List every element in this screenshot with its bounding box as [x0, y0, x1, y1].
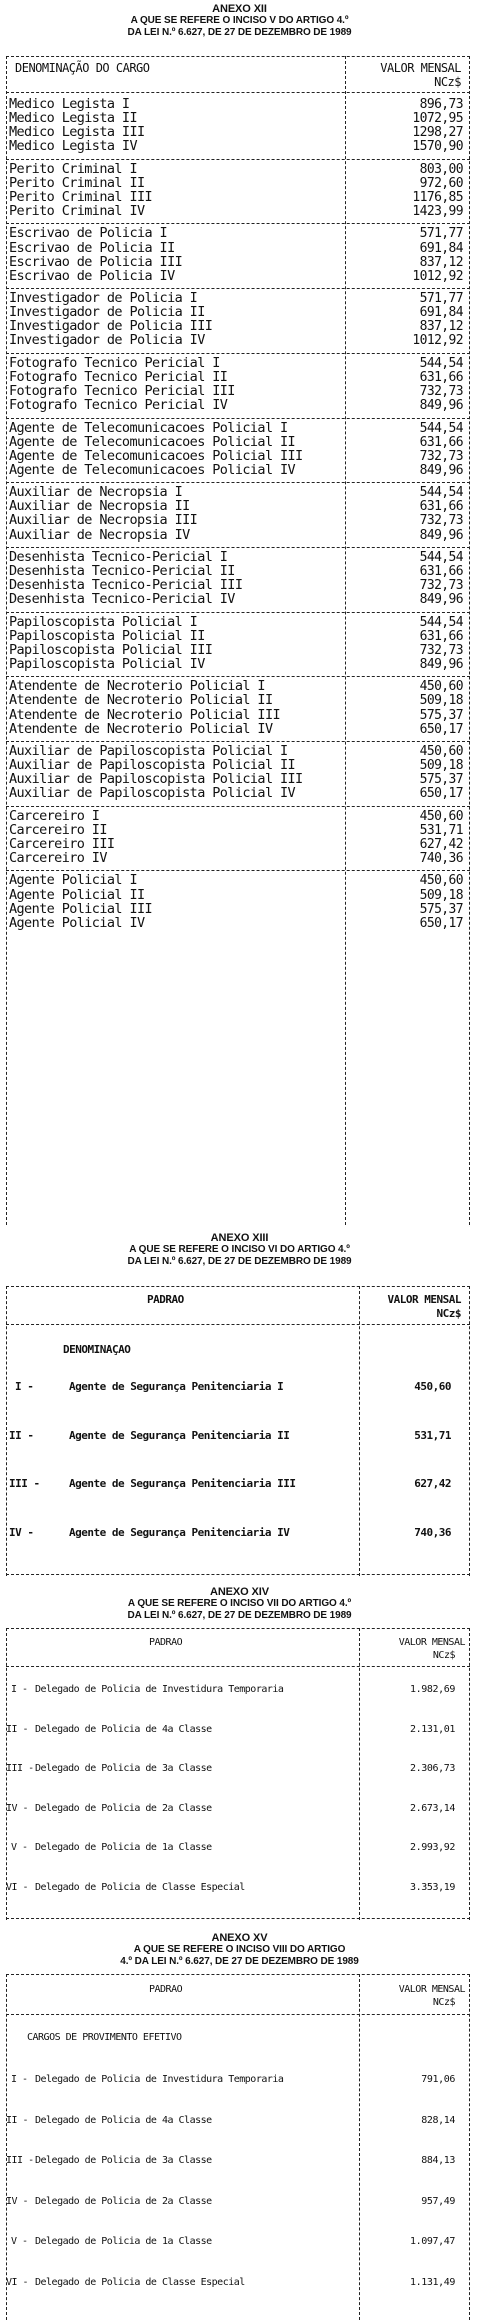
valor-mensal: 849,96 — [419, 398, 463, 414]
valor-mensal: 849,96 — [419, 592, 463, 608]
padrao-numeral: II - — [6, 2114, 29, 2126]
anexo-xiv-reference-line2: DA LEI N.º 6.627, DE 27 DE DEZEMBRO DE 1989 — [127, 1610, 352, 1621]
cargo-name: Fotografo Tecnico Pericial II — [9, 368, 228, 385]
anexo-xiii-heading — [0, 1232, 479, 1268]
cargo-name: Delegado de Policia de Investidura Temporaria — [35, 1684, 284, 1695]
padrao-numeral: IV - — [6, 2195, 29, 2207]
cargo-name: Agente Policial II — [9, 886, 145, 903]
padrao-numeral: II - — [6, 1723, 29, 1735]
valor-mensal: 575,37 — [419, 707, 463, 723]
cargo-name: Agente de Segurança Penitenciaria III — [69, 1477, 296, 1490]
valor-mensal: 837,12 — [419, 254, 463, 270]
cargo-name: Escrivao de Policia III — [9, 253, 183, 270]
cargo-name: Agente de Segurança Penitenciaria I — [69, 1380, 284, 1393]
valor-mensal: 450,60 — [414, 1380, 451, 1393]
valor-mensal: 450,60 — [419, 808, 463, 824]
valor-mensal: 627,42 — [419, 836, 463, 852]
cargo-name: Medico Legista IV — [9, 138, 137, 155]
table-bottom-rule — [6, 1918, 470, 1919]
cargo-name: Carcereiro II — [9, 821, 107, 838]
cargo-name: Carcereiro IV — [9, 850, 107, 866]
cargo-name: Delegado de Policia de 4a Classe — [35, 2114, 212, 2126]
table-row — [7, 140, 469, 154]
valor-mensal: 544,54 — [419, 355, 463, 371]
valor-mensal: 544,54 — [419, 549, 463, 565]
valor-mensal: 650,17 — [419, 786, 463, 802]
valor-mensal: 575,37 — [419, 772, 463, 788]
padrao-numeral: VI - — [6, 1881, 29, 1893]
valor-mensal: 571,77 — [419, 291, 463, 307]
cargo-name: Atendente de Necroterio Policial III — [9, 706, 280, 723]
valor-mensal: 1298,27 — [412, 125, 463, 141]
cargo-name: Agente de Telecomunicacoes Policial IV — [9, 461, 296, 478]
valor-mensal: 972,60 — [419, 175, 463, 191]
column-header-denominacao: DENOMINAÇÃO DO CARGO — [15, 61, 150, 75]
cargo-name: Delegado de Policia de Investidura Temporaria — [35, 2074, 284, 2085]
header-rule — [6, 1324, 470, 1325]
cargo-name: Desenhista Tecnico-Pericial II — [9, 563, 235, 579]
cargo-name: Agente Policial III — [9, 900, 153, 917]
group-separator — [6, 676, 470, 677]
group-separator — [6, 547, 470, 548]
cargo-name: Auxiliar de Papiloscopista Policial III — [9, 771, 303, 788]
valor-mensal: 1072,95 — [412, 111, 463, 127]
column-header-padrao: PADRAO — [149, 1984, 183, 1995]
cargo-name: Agente Policial I — [9, 872, 137, 889]
valor-mensal: 849,96 — [419, 527, 463, 543]
group-separator — [6, 159, 470, 160]
valor-mensal: 828,14 — [421, 2114, 455, 2126]
cargo-name: Fotografo Tecnico Pericial III — [9, 383, 235, 399]
cargo-name: Auxiliar de Necropsia III — [9, 512, 198, 529]
padrao-numeral: I - — [11, 1684, 28, 1695]
cargo-name: Desenhista Tecnico-Pericial I — [9, 548, 228, 565]
column-header-padrao: PADRAO — [147, 1293, 184, 1306]
column-header-valor-mensal: VALOR MENSAL — [387, 1293, 461, 1306]
anexo-xiv-table — [6, 1628, 470, 1920]
table-row — [7, 205, 469, 219]
valor-mensal: 1012,92 — [412, 268, 463, 284]
group-separator — [6, 353, 470, 354]
anexo-xii-title: ANEXO XII — [212, 3, 267, 15]
cargo-name: Papiloscopista Policial II — [9, 627, 205, 644]
subheader-cargos-provimento-efetivo: CARGOS DE PROVIMENTO EFETIVO — [27, 2032, 182, 2043]
cargo-name: Medico Legista III — [9, 124, 145, 141]
table-row — [7, 852, 469, 866]
valor-mensal: 732,73 — [419, 642, 463, 658]
valor-mensal: 631,66 — [419, 499, 463, 515]
header-rule — [6, 2014, 470, 2015]
valor-mensal: 884,13 — [421, 2155, 455, 2166]
cargo-name: Papiloscopista Policial III — [9, 641, 213, 658]
valor-mensal: 571,77 — [419, 226, 463, 242]
valor-mensal: 1176,85 — [412, 189, 463, 205]
cargo-name: Auxiliar de Papiloscopista Policial I — [9, 743, 288, 759]
cargo-name: Atendente de Necroterio Policial IV — [9, 720, 273, 737]
cargo-name: Auxiliar de Papiloscopista Policial II — [9, 757, 296, 774]
anexo-xiii-title: ANEXO XIII — [210, 1232, 269, 1244]
valor-mensal: 450,60 — [419, 873, 463, 889]
valor-mensal: 631,66 — [419, 564, 463, 579]
table-row — [7, 461, 469, 478]
table-row — [7, 787, 469, 801]
subheader-denominacao: DENOMINAÇAO — [63, 1343, 131, 1356]
padrao-numeral: V - — [11, 2236, 28, 2247]
valor-mensal: 1.097,47 — [410, 2236, 455, 2247]
table-row — [7, 593, 469, 607]
table-row — [7, 267, 469, 284]
cargo-name: Desenhista Tecnico-Pericial III — [9, 577, 243, 594]
padrao-numeral: III - — [6, 1763, 34, 1774]
cargo-name: Delegado de Policia de 4a Classe — [35, 1723, 212, 1735]
valor-mensal: 531,71 — [414, 1428, 451, 1442]
padrao-numeral: III - — [9, 1477, 40, 1490]
cargo-name: Agente de Telecomunicacoes Policial I — [9, 419, 288, 436]
cargo-name: Desenhista Tecnico-Pericial IV — [9, 591, 235, 608]
cargo-name: Medico Legista I — [9, 96, 130, 112]
anexo-xv-table — [6, 1974, 470, 2320]
cargo-name: Delegado de Policia de 2a Classe — [35, 2195, 212, 2207]
cargo-name: Agente de Segurança Penitenciaria IV — [69, 1525, 290, 1539]
cargo-name: Auxiliar de Necropsia II — [9, 498, 190, 515]
table-top-rule — [6, 1286, 470, 1287]
cargo-name: Escrivao de Policia II — [9, 239, 175, 256]
valor-mensal: 2.131,01 — [410, 1723, 455, 1735]
valor-mensal: 509,18 — [419, 693, 463, 709]
anexo-xii-reference-line1: A QUE SE REFERE O INCISO V DO ARTIGO 4.º — [130, 15, 349, 26]
cargo-name: Atendente de Necroterio Policial II — [9, 692, 273, 709]
cargo-name: Papiloscopista Policial IV — [9, 655, 205, 672]
column-separator — [359, 1974, 360, 2320]
cargo-name: Investigador de Policia II — [9, 304, 205, 321]
padrao-numeral: IV - — [9, 1525, 34, 1539]
group-separator — [6, 870, 470, 871]
cargo-name: Escrivao de Policia IV — [9, 267, 175, 284]
padrao-numeral: I - — [15, 1380, 34, 1393]
group-separator — [6, 223, 470, 224]
cargo-name: Investigador de Policia I — [9, 290, 198, 307]
valor-mensal: 509,18 — [419, 758, 463, 774]
valor-mensal: 2.306,73 — [410, 1763, 455, 1774]
column-header-currency: NCz$ — [432, 1997, 455, 2008]
valor-mensal: 1.982,69 — [410, 1684, 455, 1695]
valor-mensal: 544,54 — [419, 614, 463, 630]
cargo-name: Auxiliar de Papiloscopista Policial IV — [9, 785, 296, 802]
valor-mensal: 2.673,14 — [410, 1802, 455, 1814]
cargo-name: Auxiliar de Necropsia IV — [9, 526, 190, 543]
cargo-name: Perito Criminal I — [9, 160, 137, 177]
valor-mensal: 2.993,92 — [410, 1842, 455, 1853]
valor-mensal: 957,49 — [421, 2195, 455, 2207]
cargo-name: Delegado de Policia de 2a Classe — [35, 1802, 212, 1814]
valor-mensal: 691,84 — [419, 305, 463, 321]
valor-mensal: 740,36 — [419, 851, 463, 866]
valor-mensal: 544,54 — [419, 485, 463, 501]
table-bottom-rule — [6, 1574, 470, 1575]
cargo-name: Carcereiro III — [9, 835, 115, 852]
cargo-name: Agente Policial IV — [9, 914, 145, 931]
cargo-name: Atendente de Necroterio Policial I — [9, 678, 265, 695]
anexo-xv-title: ANEXO XV — [211, 1932, 268, 1944]
valor-mensal: 732,73 — [419, 578, 463, 594]
column-separator — [359, 1286, 360, 1576]
cargo-name: Delegado de Policia de Classe Especial — [35, 2276, 245, 2288]
group-separator — [6, 418, 470, 419]
cargo-name: Carcereiro I — [9, 807, 100, 824]
anexo-xii-table — [6, 56, 470, 1225]
cargo-name: Medico Legista II — [9, 110, 137, 127]
cargo-name: Delegado de Policia de Classe Especial — [35, 1881, 245, 1893]
padrao-numeral: I - — [11, 2074, 28, 2085]
anexo-xiv-title: ANEXO XIV — [209, 1586, 269, 1598]
cargo-name: Agente de Telecomunicacoes Policial III — [9, 447, 303, 464]
anexo-xii-heading — [0, 3, 479, 39]
column-header-currency: NCz$ — [434, 75, 461, 89]
column-header-currency: NCz$ — [436, 1307, 461, 1320]
anexo-xiii-reference-line2: DA LEI N.º 6.627, DE 27 DE DEZEMBRO DE 1989 — [127, 1256, 352, 1267]
column-header-padrao: PADRAO — [149, 1637, 183, 1648]
valor-mensal: 450,60 — [419, 679, 463, 695]
valor-mensal: 803,00 — [419, 161, 463, 177]
table-row — [7, 655, 469, 672]
group-separator — [6, 806, 470, 807]
column-separator — [359, 1628, 360, 1920]
anexo-xiii-table — [6, 1286, 470, 1576]
column-header-valor-mensal: VALOR MENSAL — [398, 1984, 465, 1995]
padrao-numeral: II - — [9, 1428, 34, 1442]
table-row — [7, 399, 469, 413]
column-header-valor-mensal: VALOR MENSAL — [380, 61, 461, 75]
valor-mensal: 544,54 — [419, 420, 463, 436]
anexo-xv-heading — [0, 1932, 479, 1968]
valor-mensal: 3.353,19 — [410, 1881, 455, 1893]
padrao-numeral: IV - — [6, 1802, 29, 1814]
cargo-name: Delegado de Policia de 3a Classe — [35, 2155, 212, 2166]
valor-mensal: 509,18 — [419, 887, 463, 903]
valor-mensal: 631,66 — [419, 434, 463, 450]
column-header-valor-mensal: VALOR MENSAL — [398, 1637, 465, 1648]
valor-mensal: 531,71 — [419, 822, 463, 838]
valor-mensal: 691,84 — [419, 240, 463, 256]
cargo-name: Perito Criminal II — [9, 174, 145, 191]
padrao-numeral: III - — [6, 2155, 34, 2166]
cargo-name: Investigador de Policia III — [9, 318, 213, 335]
header-rule — [6, 92, 470, 93]
table-row — [7, 334, 469, 348]
valor-mensal: 896,73 — [419, 97, 463, 112]
header-rule — [6, 1666, 470, 1667]
cargo-name: Perito Criminal III — [9, 188, 153, 205]
table-top-rule — [6, 1974, 470, 1975]
valor-mensal: 575,37 — [419, 901, 463, 917]
valor-mensal: 837,12 — [419, 319, 463, 335]
cargo-name: Escrivao de Policia I — [9, 225, 168, 242]
valor-mensal: 1423,99 — [412, 204, 463, 219]
valor-mensal: 627,42 — [414, 1477, 451, 1490]
valor-mensal: 631,66 — [419, 369, 463, 385]
anexo-xiv-heading — [0, 1586, 479, 1622]
valor-mensal: 732,73 — [419, 513, 463, 529]
padrao-numeral: V - — [11, 1842, 28, 1853]
valor-mensal: 631,66 — [419, 628, 463, 644]
anexo-xiv-reference-line1: A QUE SE REFERE O INCISO VII DO ARTIGO 4.º — [127, 1598, 352, 1609]
anexo-xv-reference-line2: 4.º DA LEI N.º 6.627, DE 27 DE DEZEMBRO DE 1989 — [120, 1956, 359, 1967]
valor-mensal: 849,96 — [419, 462, 463, 478]
anexo-xv-reference-line1: A QUE SE REFERE O INCISO VIII DO ARTIGO — [133, 1944, 346, 1955]
table-row — [7, 526, 469, 543]
valor-mensal: 740,36 — [414, 1525, 451, 1539]
cargo-name: Fotografo Tecnico Pericial IV — [9, 397, 228, 414]
cargo-name: Investigador de Policia IV — [9, 332, 205, 349]
valor-mensal: 450,60 — [419, 744, 463, 759]
cargo-name: Delegado de Policia de 1a Classe — [35, 1842, 212, 1853]
cargo-name: Agente de Segurança Penitenciaria II — [69, 1428, 290, 1442]
column-header-currency: NCz$ — [432, 1650, 455, 1661]
valor-mensal: 849,96 — [419, 656, 463, 672]
valor-mensal: 732,73 — [419, 384, 463, 399]
cargo-name: Delegado de Policia de 1a Classe — [35, 2236, 212, 2247]
cargo-name: Perito Criminal IV — [9, 203, 145, 219]
group-separator — [6, 482, 470, 483]
valor-mensal: 650,17 — [419, 915, 463, 931]
valor-mensal: 791,06 — [421, 2074, 455, 2085]
cargo-name: Agente de Telecomunicacoes Policial II — [9, 433, 296, 450]
cargo-name: Delegado de Policia de 3a Classe — [35, 1763, 212, 1774]
valor-mensal: 650,17 — [419, 721, 463, 737]
cargo-name: Auxiliar de Necropsia I — [9, 484, 183, 501]
group-separator — [6, 612, 470, 613]
group-separator — [6, 741, 470, 742]
anexo-xii-reference-line2: DA LEI N.º 6.627, DE 27 DE DEZEMBRO DE 1989 — [127, 27, 352, 38]
valor-mensal: 1570,90 — [412, 139, 463, 155]
valor-mensal: 732,73 — [419, 448, 463, 464]
cargo-name: Papiloscopista Policial I — [9, 613, 198, 630]
padrao-numeral: VI - — [6, 2276, 29, 2288]
cargo-name: Fotografo Tecnico Pericial I — [9, 354, 220, 371]
table-top-rule — [6, 1628, 470, 1629]
anexo-xiii-reference-line1: A QUE SE REFERE O INCISO VI DO ARTIGO 4.º — [129, 1244, 350, 1255]
valor-mensal: 1012,92 — [412, 333, 463, 349]
table-row — [7, 720, 469, 737]
group-separator — [6, 288, 470, 289]
valor-mensal: 1.131,49 — [410, 2276, 455, 2288]
table-row — [7, 914, 469, 931]
table-top-rule — [6, 56, 470, 57]
